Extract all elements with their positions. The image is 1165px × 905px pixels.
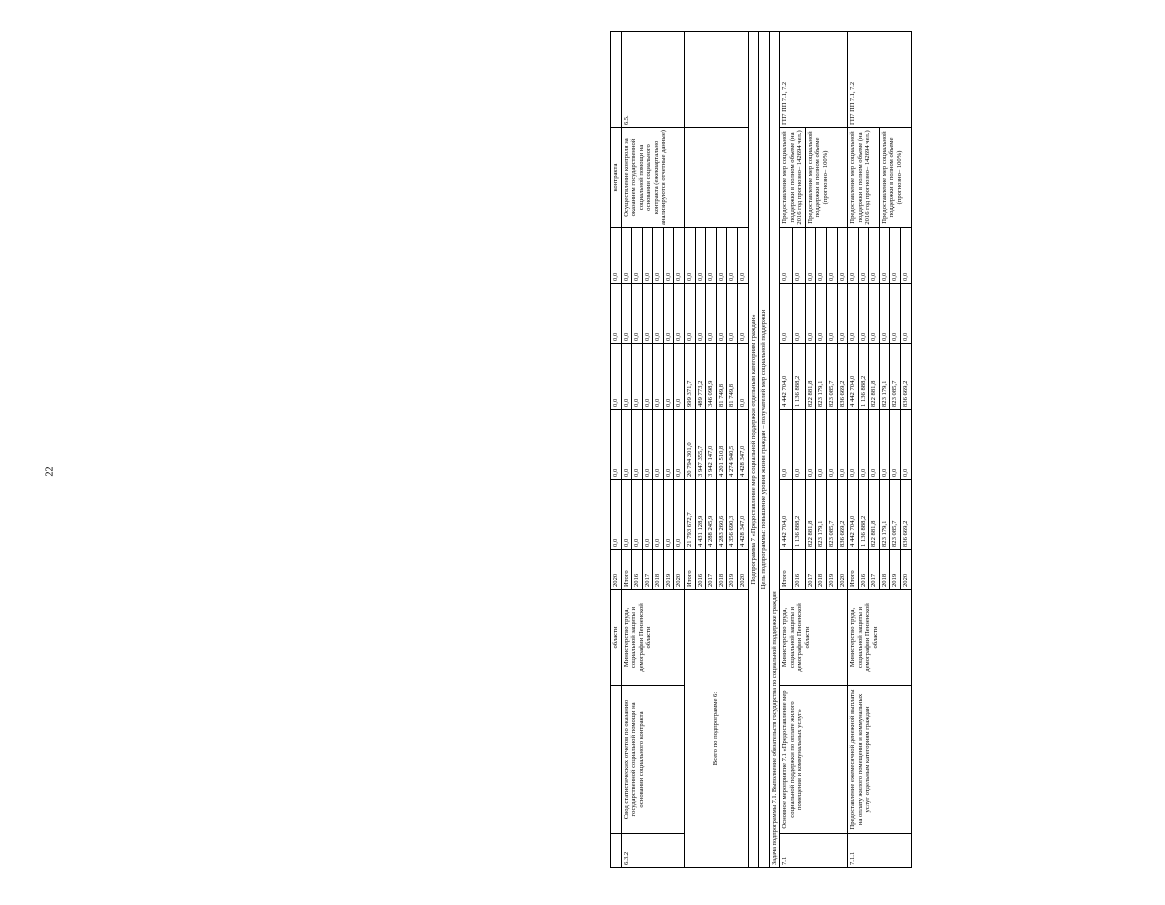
value-cell: 0,0 (727, 284, 738, 344)
header-cell (611, 686, 622, 834)
year-cell: 2019 (890, 550, 901, 590)
value-cell: 823 085,7 (826, 480, 837, 550)
year-cell: 2016 (632, 550, 643, 590)
value-cell: 4 201 510,8 (716, 410, 727, 480)
value-cell: 1 136 888,2 (858, 480, 869, 550)
value-cell: 0,0 (621, 480, 632, 550)
value-cell: 0,0 (663, 284, 674, 344)
value-cell: 0,0 (826, 228, 837, 284)
year-cell: Итого (780, 550, 793, 590)
year-cell: 2017 (706, 550, 717, 590)
header-row (611, 32, 622, 868)
value-cell: 0,0 (816, 284, 827, 344)
value-cell: 822 881,8 (869, 480, 880, 550)
value-cell: 0,0 (879, 410, 890, 480)
value-cell: 0,0 (642, 284, 653, 344)
value-cell: 0,0 (653, 228, 664, 284)
value-cell: 836 669,2 (900, 344, 911, 410)
task-row (769, 32, 779, 868)
value-cell: 0,0 (642, 344, 653, 410)
year-cell: 2017 (805, 550, 816, 590)
value-cell: 0,0 (642, 480, 653, 550)
value-cell: 0,0 (653, 410, 664, 480)
value-cell: 3 942 147,0 (706, 410, 717, 480)
expected-result: Осуществление контроля за оказанием государственной социальной помощи на основании социального контракта (ежеквартально анализируются отчетные данные) (621, 128, 684, 228)
value-cell: 0,0 (621, 228, 632, 284)
value-cell: 0,0 (890, 284, 901, 344)
value-cell: 0,0 (706, 284, 717, 344)
value-cell: 0,0 (826, 410, 837, 480)
value-cell: 0,0 (632, 344, 643, 410)
value-cell: 823 179,1 (879, 480, 890, 550)
responsible-org: Министерство труда, социальной защиты и демографии Пензенской области (621, 590, 684, 686)
year-cell: 2016 (858, 550, 869, 590)
program-table-container (610, 32, 1165, 868)
value-cell: 0,0 (837, 410, 848, 480)
year-cell: 2017 (642, 550, 653, 590)
value-cell: 0,0 (663, 228, 674, 284)
value-cell: 0,0 (695, 228, 706, 284)
value-cell: 0,0 (792, 410, 805, 480)
value-cell: 0,0 (674, 344, 685, 410)
header-cell: 0,0 (611, 480, 622, 550)
header-cell: 2020 (611, 550, 622, 590)
value-cell: 0,0 (869, 410, 880, 480)
header-cell (611, 32, 622, 128)
value-cell: 0,0 (737, 284, 748, 344)
value-cell: 4 288 245,9 (706, 480, 717, 550)
year-cell: 2017 (869, 550, 880, 590)
value-cell: 0,0 (642, 228, 653, 284)
value-cell: 0,0 (858, 410, 869, 480)
indicator: 6.5. (621, 32, 684, 128)
value-cell: 0,0 (837, 228, 848, 284)
value-cell: 0,0 (663, 410, 674, 480)
value-cell: 823 085,7 (890, 344, 901, 410)
expected-result: Предоставление мер социальной поддержки в полном объеме (прогнозно– 100%) (805, 128, 847, 228)
value-cell: 4 274 940,5 (727, 410, 738, 480)
row-6-3-2 (621, 32, 632, 868)
subprogram-goal: Цель подпрограммы: повышение уровня жизни граждан – получателей мер социальной поддержки (759, 32, 770, 868)
value-cell: 4 428 347,0 (737, 410, 748, 480)
responsible-org: Министерство труда, социальной защиты и демографии Пензенской области (848, 590, 911, 686)
value-cell: 346 098,9 (706, 344, 717, 410)
value-cell: 0,0 (848, 410, 859, 480)
value-cell: 0,0 (632, 480, 643, 550)
value-cell: 0,0 (621, 410, 632, 480)
value-cell: 0,0 (653, 344, 664, 410)
header-cell: 0,0 (611, 344, 622, 410)
year-cell: 2019 (826, 550, 837, 590)
year-cell: 2018 (653, 550, 664, 590)
goal-row (759, 32, 770, 868)
total-6-row (685, 32, 696, 868)
value-cell: 0,0 (869, 284, 880, 344)
value-cell: 0,0 (805, 284, 816, 344)
value-cell: 0,0 (632, 284, 643, 344)
value-cell: 823 179,1 (879, 344, 890, 410)
value-cell: 836 669,2 (837, 344, 848, 410)
year-cell: 2018 (716, 550, 727, 590)
activity-name: Свод статистических отчетов по оказанию государственной социальной помощи на основании социального контракта (621, 686, 684, 834)
activity-name: Основное мероприятие 7.1 «Предоставление мер социальной поддержки по оплате жилого помещения и коммунальных услуг» (780, 686, 848, 834)
row-7-1 (780, 32, 793, 868)
year-cell: Итого (685, 550, 696, 590)
value-cell: 0,0 (695, 284, 706, 344)
year-cell: 2019 (727, 550, 738, 590)
value-cell: 0,0 (848, 228, 859, 284)
value-cell: 0,0 (890, 228, 901, 284)
value-cell: 0,0 (900, 410, 911, 480)
value-cell: 0,0 (716, 284, 727, 344)
year-cell: 2020 (837, 550, 848, 590)
value-cell: 0,0 (805, 228, 816, 284)
subprogram-task: Задача подпрограммы 7.1. Выполнение обязательств государства по социальной поддержке граждан (769, 32, 779, 868)
value-cell: 0,0 (737, 228, 748, 284)
value-cell: 81 749,8 (727, 344, 738, 410)
value-cell: 0,0 (674, 228, 685, 284)
value-cell: 0,0 (900, 228, 911, 284)
value-cell: 0,0 (858, 228, 869, 284)
value-cell: 0,0 (653, 284, 664, 344)
indicator: ГП7 ПП 7.1, 7.2 (848, 32, 911, 128)
value-cell: 0,0 (685, 284, 696, 344)
year-cell: 2016 (792, 550, 805, 590)
value-cell: 0,0 (879, 284, 890, 344)
value-cell: 999 371,7 (685, 344, 696, 410)
value-cell: 81 749,8 (716, 344, 727, 410)
page-number: 22 (44, 466, 56, 477)
year-cell: 2020 (674, 550, 685, 590)
value-cell: 0,0 (792, 284, 805, 344)
value-cell: 0,0 (642, 410, 653, 480)
year-cell: 2019 (663, 550, 674, 590)
value-cell: 0,0 (621, 284, 632, 344)
value-cell: 20 794 301,0 (685, 410, 696, 480)
value-cell: 4 442 704,0 (780, 480, 793, 550)
total-label: Всего по подпрограмме 6: (685, 590, 748, 868)
value-cell: 1 136 888,2 (792, 480, 805, 550)
value-cell: 4 428 347,0 (737, 480, 748, 550)
row-number: 6.3.2 (621, 834, 684, 868)
value-cell: 4 442 704,0 (848, 344, 859, 410)
indicator: ГП7 ПП 7.1, 7.2 (780, 32, 848, 128)
value-cell: 1 136 888,2 (792, 344, 805, 410)
value-cell: 823 085,7 (890, 480, 901, 550)
value-cell: 4 356 690,3 (727, 480, 738, 550)
value-cell: 0,0 (780, 228, 793, 284)
value-cell: 21 793 672,7 (685, 480, 696, 550)
year-cell: 2018 (816, 550, 827, 590)
value-cell: 0,0 (737, 344, 748, 410)
value-cell: 0,0 (837, 284, 848, 344)
value-cell: 836 669,2 (837, 480, 848, 550)
value-cell: 823 179,1 (816, 344, 827, 410)
value-cell: 0,0 (674, 480, 685, 550)
value-cell: 0,0 (727, 228, 738, 284)
value-cell: 0,0 (816, 228, 827, 284)
value-cell: 0,0 (674, 410, 685, 480)
header-cell (611, 834, 622, 868)
value-cell: 0,0 (780, 410, 793, 480)
value-cell: 1 136 888,2 (858, 344, 869, 410)
row-7-1-1 (848, 32, 859, 868)
responsible-org: Министерство труда, социальной защиты и демографии Пензенской области (780, 590, 848, 686)
header-cell: 0,0 (611, 410, 622, 480)
year-cell: 2020 (900, 550, 911, 590)
subprogram-title: Подпрограмма 7 «Предоставление мер социальной поддержки отдельным категориям граждан» (748, 32, 759, 868)
value-cell: 0,0 (632, 410, 643, 480)
value-cell: 4 431 128,9 (695, 480, 706, 550)
value-cell: 0,0 (879, 228, 890, 284)
value-cell: 0,0 (780, 284, 793, 344)
value-cell: 836 669,2 (900, 480, 911, 550)
subprogram-7-row (748, 32, 759, 868)
value-cell: 0,0 (805, 410, 816, 480)
value-cell: 4 283 260,6 (716, 480, 727, 550)
value-cell: 0,0 (869, 228, 880, 284)
year-cell: 2020 (737, 550, 748, 590)
expected-result: Предоставление мер социальной поддержки в полном объеме (на 2016 год прогнозно– 142694 чел.) (780, 128, 806, 228)
header-cell: 0,0 (611, 228, 622, 284)
value-cell: 4 442 704,0 (848, 480, 859, 550)
row-number: 7.1 (780, 834, 848, 868)
value-cell: 0,0 (848, 284, 859, 344)
value-cell: 0,0 (716, 228, 727, 284)
value-cell: 489 773,2 (695, 344, 706, 410)
value-cell: 0,0 (663, 344, 674, 410)
value-cell: 0,0 (816, 410, 827, 480)
value-cell: 0,0 (706, 228, 717, 284)
year-cell: 2016 (695, 550, 706, 590)
value-cell: 0,0 (685, 228, 696, 284)
value-cell: 0,0 (621, 344, 632, 410)
value-cell: 0,0 (900, 284, 911, 344)
value-cell: 3 947 355,7 (695, 410, 706, 480)
header-cell: области (611, 590, 622, 686)
value-cell: 0,0 (826, 284, 837, 344)
program-table (610, 31, 912, 868)
year-cell: 2018 (879, 550, 890, 590)
value-cell: 0,0 (632, 228, 643, 284)
value-cell: 0,0 (858, 284, 869, 344)
value-cell: 822 881,8 (805, 480, 816, 550)
value-cell: 823 179,1 (816, 480, 827, 550)
value-cell: 0,0 (663, 480, 674, 550)
expected-result: Предоставление мер социальной поддержки в полном объеме (на 2016 год прогнозно– 142694 чел.) (848, 128, 880, 228)
value-cell: 0,0 (653, 480, 664, 550)
year-cell: Итого (848, 550, 859, 590)
expected-result: Предоставление мер социальной поддержки в полном объеме (прогнозно– 100%) (879, 128, 911, 228)
value-cell: 0,0 (890, 410, 901, 480)
empty-cell (685, 128, 748, 228)
activity-name: Предоставление ежемесячной денежной выплаты на оплату жилого помещения и коммунальных услуг отдельным категориям граждан (848, 686, 911, 834)
value-cell: 823 085,7 (826, 344, 837, 410)
year-cell: Итого (621, 550, 632, 590)
value-cell: 4 442 704,0 (780, 344, 793, 410)
value-cell: 0,0 (792, 228, 805, 284)
header-cell: контракта (611, 128, 622, 228)
value-cell: 822 881,8 (805, 344, 816, 410)
value-cell: 822 881,8 (869, 344, 880, 410)
value-cell: 0,0 (674, 284, 685, 344)
empty-cell (685, 32, 748, 128)
header-cell: 0,0 (611, 284, 622, 344)
row-number: 7.1.1 (848, 834, 911, 868)
